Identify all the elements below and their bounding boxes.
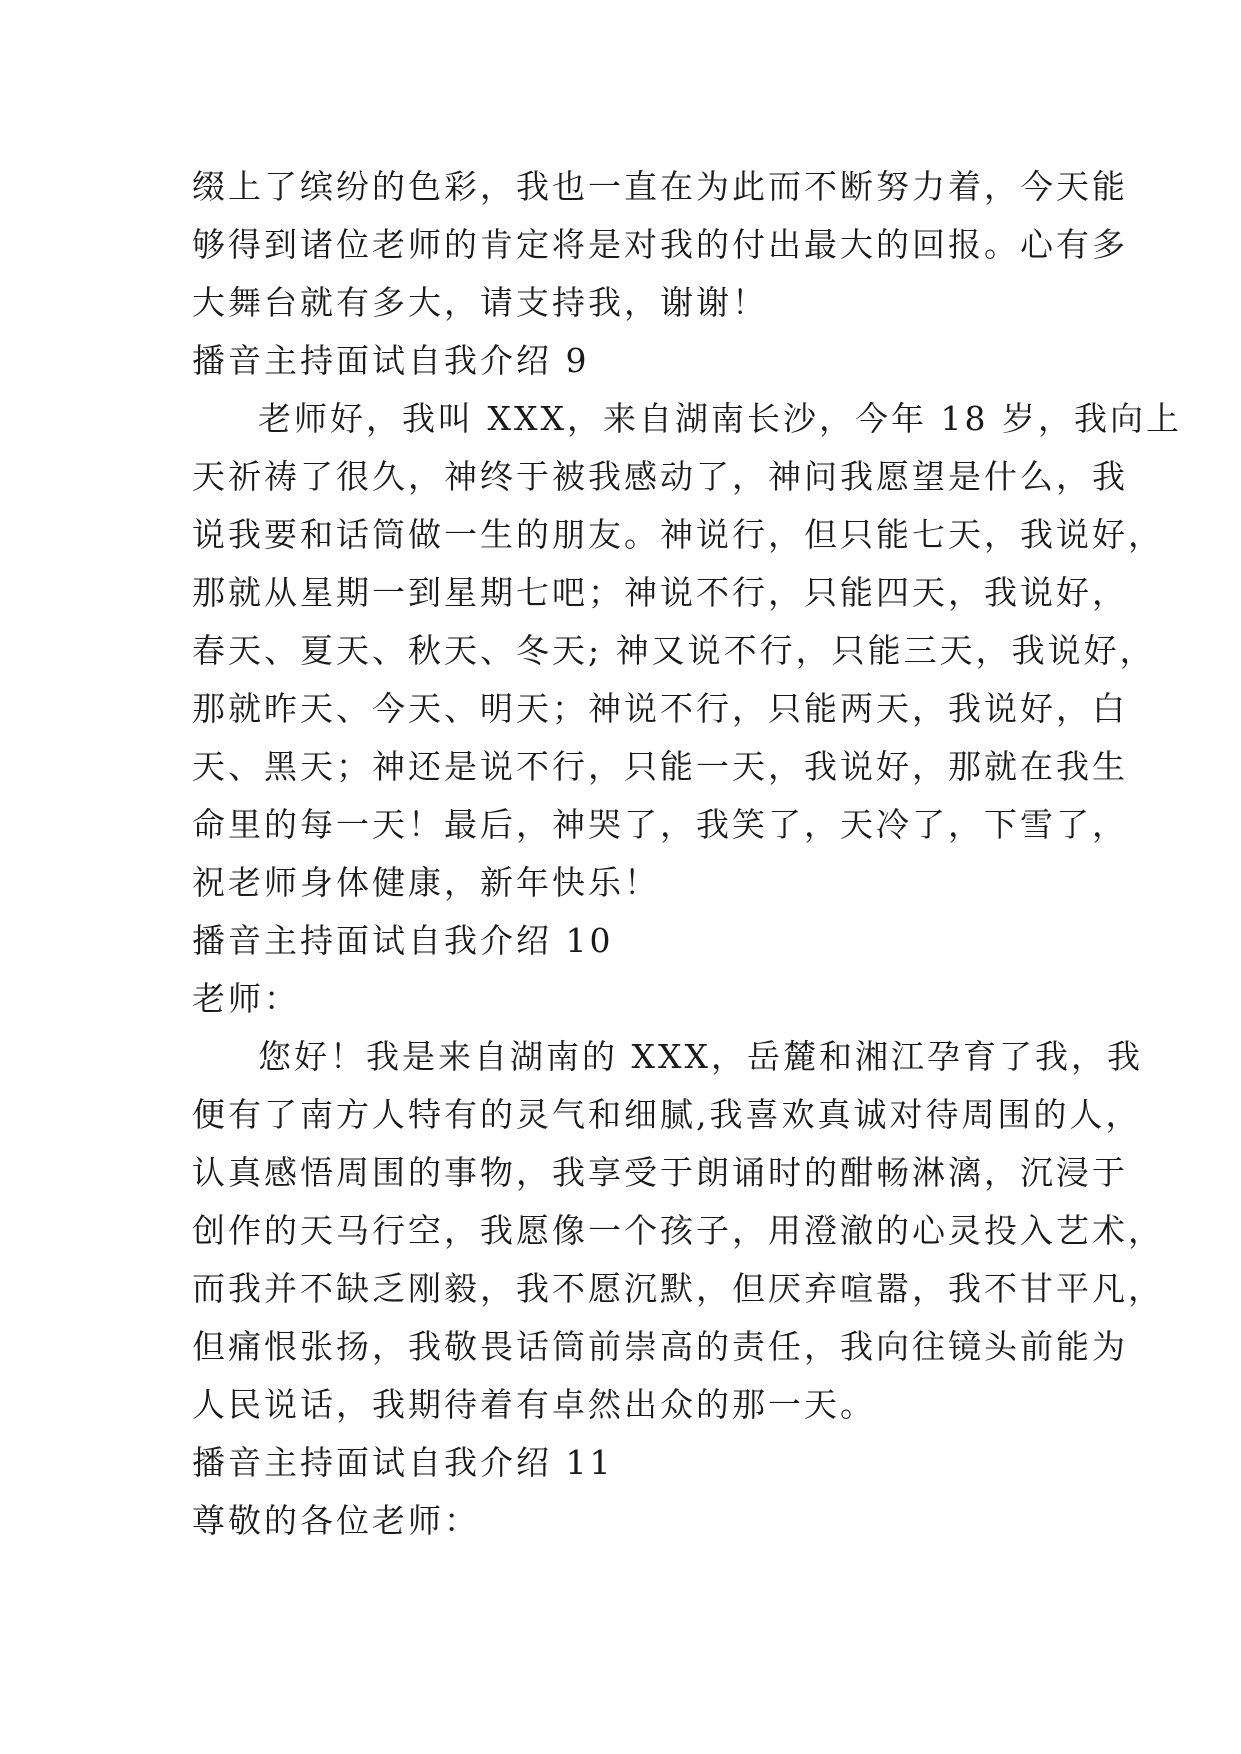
paragraph-line: 天、黑天；神还是说不行，只能一天，我说好，那就在我生 xyxy=(192,747,1128,786)
salutation: 尊敬的各位老师： xyxy=(192,1501,480,1540)
paragraph-line: 够得到诸位老师的肯定将是对我的付出最大的回报。心有多 xyxy=(192,225,1128,264)
paragraph-line: 大舞台就有多大，请支持我，谢谢！ xyxy=(192,283,768,322)
paragraph-line: 老师好，我叫 XXX，来自湖南长沙，今年 18 岁，我向上 xyxy=(258,399,1182,438)
paragraph-line: 而我并不缺乏刚毅，我不愿沉默，但厌弃喧嚣，我不甘平凡， xyxy=(192,1269,1164,1308)
paragraph-line: 您好！我是来自湖南的 XXX，岳麓和湘江孕育了我，我 xyxy=(258,1037,1143,1076)
salutation: 老师： xyxy=(192,979,300,1018)
paragraph-line: 创作的天马行空，我愿像一个孩子，用澄澈的心灵投入艺术， xyxy=(192,1211,1164,1250)
paragraph-line: 天祈祷了很久，神终于被我感动了，神问我愿望是什么，我 xyxy=(192,457,1128,496)
paragraph-line: 人民说话，我期待着有卓然出众的那一天。 xyxy=(192,1385,876,1424)
section-heading: 播音主持面试自我介绍 9 xyxy=(192,341,590,380)
paragraph-line: 认真感悟周围的事物，我享受于朗诵时的酣畅淋漓，沉浸于 xyxy=(192,1153,1128,1192)
paragraph-line: 春天、夏天、秋天、冬天; 神又说不行，只能三天，我说好， xyxy=(192,631,1156,670)
section-heading: 播音主持面试自我介绍 11 xyxy=(192,1443,614,1482)
section-heading: 播音主持面试自我介绍 10 xyxy=(192,921,614,960)
paragraph-line: 说我要和话筒做一生的朋友。神说行，但只能七天，我说好， xyxy=(192,515,1164,554)
paragraph-line: 那就昨天、今天、明天；神说不行，只能两天，我说好，白 xyxy=(192,689,1128,728)
paragraph-line: 便有了南方人特有的灵气和细腻,我喜欢真诚对待周围的人， xyxy=(192,1095,1142,1134)
paragraph-line: 命里的每一天！最后，神哭了，我笑了，天冷了，下雪了， xyxy=(192,805,1128,844)
paragraph-line: 那就从星期一到星期七吧；神说不行，只能四天，我说好， xyxy=(192,573,1128,612)
paragraph-line: 缀上了缤纷的色彩，我也一直在为此而不断努力着，今天能 xyxy=(192,167,1128,206)
paragraph-line: 祝老师身体健康，新年快乐！ xyxy=(192,863,660,902)
paragraph-line: 但痛恨张扬，我敬畏话筒前崇高的责任，我向往镜头前能为 xyxy=(192,1327,1128,1366)
document-body xyxy=(192,158,1182,1550)
